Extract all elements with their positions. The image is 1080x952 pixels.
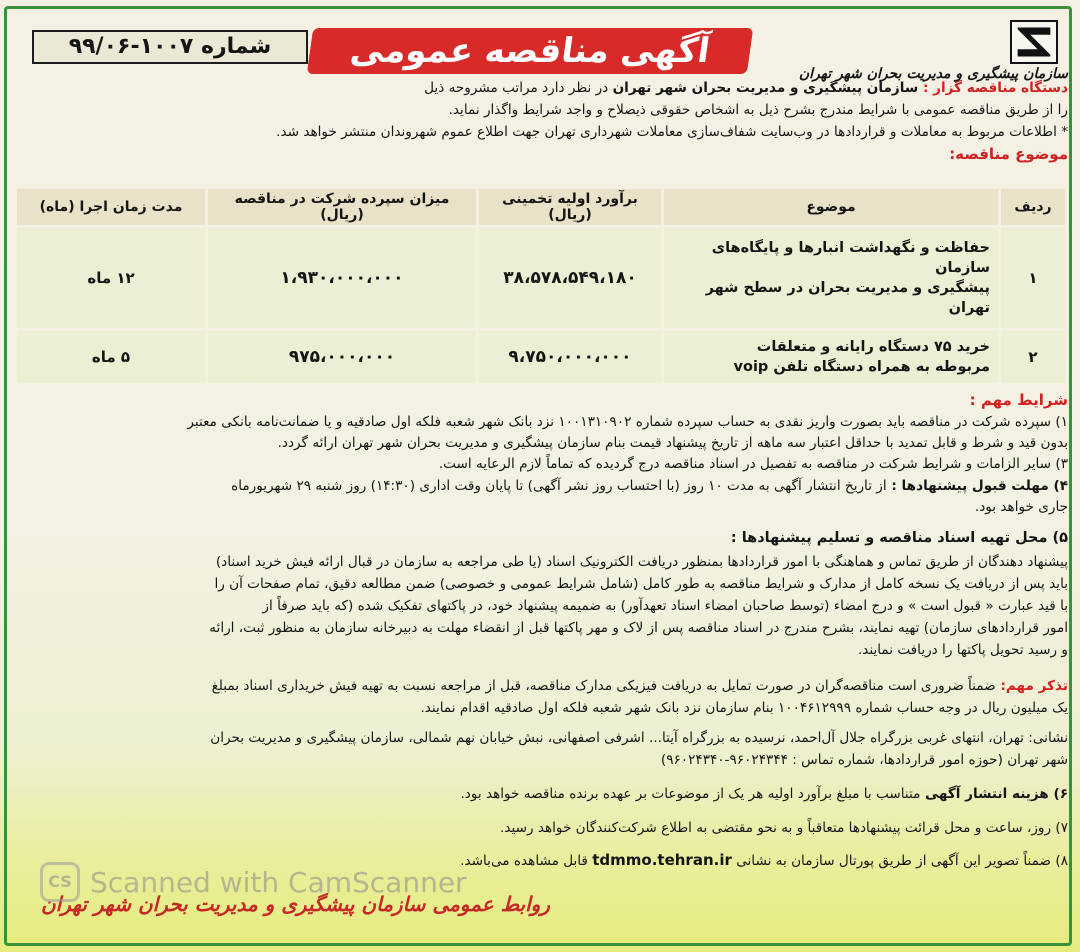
row-subject	[664, 331, 998, 383]
col-header-deposit: میزان سپرده شرکت در مناقصه (ریال)	[208, 189, 476, 225]
condition-6-label: ۶) هزینه انتشار آگهی	[920, 786, 1068, 802]
tender-organizer-label: دستگاه مناقصه گزار :	[918, 80, 1068, 96]
condition-1-line-2: بدون قید و شرط و قابل تمدید با حداقل اعتبار سه ماهه از تاریخ پیشنهاد قیمت بنام سازمان پیشگیری و مدیریت بحران شهر تهران ارائه گردد.	[277, 435, 1068, 451]
col-header-index: ردیف	[1001, 189, 1065, 225]
condition-5-line-3: با قید عبارت « قبول است » و درج امضاء (توسط صاحبان امضاء اسناد تعهدآور) به ضمیمه پیشنهاد خود، در پاکتهای تفکیک شده (که باید صرفاً از	[262, 598, 1068, 614]
row-subject	[664, 228, 998, 328]
row-deposit: ۹۷۵،۰۰۰،۰۰۰	[208, 331, 476, 383]
notice-number: شماره ۱۰۰۷-۹۹/۰۶	[32, 30, 308, 64]
subject-heading: موضوع مناقصه:	[949, 145, 1068, 163]
note-line-2: یک میلیون ریال در وجه حساب شماره ۱۰۰۴۶۱۲۹۹۹ بنام سازمان نزد بانک شهر شعبه فلکه اول صادقیه اقدام نمایند.	[420, 700, 1068, 716]
watermark-text: Scanned with CamScanner	[90, 865, 467, 899]
condition-5-heading: ۵) محل تهیه اسناد مناقصه و تسلیم پیشنهادها :	[730, 530, 1068, 546]
row-duration: ۱۲ ماه	[17, 228, 205, 328]
public-relations-signature: روابط عمومی سازمان پیشگیری و مدیریت بحران شهر تهران	[40, 892, 550, 916]
row-subject-line-2: مربوطه به همراه دستگاه تلفن voip	[733, 358, 990, 375]
row-subject-line-1: حفاظت و نگهداشت انبارها و پایگاه‌های سازمان	[711, 239, 990, 276]
condition-8-text-a: ۸) ضمناً تصویر این آگهی از طریق پورتال سازمان به نشانی	[731, 853, 1068, 869]
org-script-name: سازمان پیشگیری و مدیریت بحران شهر تهران	[798, 66, 1068, 82]
condition-7: ۷) روز، ساعت و محل قرائت پیشنهادها متعاقباً و به نحو مقتضی به اطلاع شرکت‌کنندگان خواهد رسید.	[500, 820, 1068, 836]
condition-8	[460, 850, 1068, 871]
row-estimate: ۳۸،۵۷۸،۵۴۹،۱۸۰	[479, 228, 661, 328]
tender-organizer-name: سازمان پیشگیری و مدیریت بحران شهر تهران	[612, 80, 919, 96]
notice-title: آگهی مناقصه عمومی	[307, 28, 753, 74]
row-index: ۱	[1001, 228, 1065, 328]
condition-4-line-1	[231, 476, 1068, 496]
conditions-heading: شرایط مهم :	[969, 391, 1068, 409]
condition-4-line-2: جاری خواهد بود.	[974, 499, 1068, 515]
address-line-2: شهر تهران (حوزه امور قراردادها، شماره تماس : ۹۶۰۲۴۳۴۴-۹۶۰۲۴۳۴۰)	[660, 752, 1068, 768]
tender-table	[14, 186, 1068, 386]
portal-link[interactable]: tdmmo.tehran.ir	[592, 851, 732, 869]
intro-line-1-rest: در نظر دارد مراتب مشروحه ذیل	[424, 80, 613, 96]
table-row	[17, 331, 1065, 383]
address-line-1: نشانی: تهران، انتهای غربی بزرگراه جلال آل‌احمد، نرسیده به بزرگراه آیتا... اشرفی اصفهانی، نبش خیابان نهم شمالی، سازمان پیشگیری و مدیریت بحران	[210, 730, 1068, 746]
row-estimate: ۹،۷۵۰،۰۰۰،۰۰۰	[479, 331, 661, 383]
notice-content	[12, 14, 1068, 944]
condition-5-line-1: پیشنهاد دهندگان از طریق تماس و هماهنگی با امور قراردادها بمنظور دریافت الکترونیک اسناد (یا طی مراجعه به سازمان در قبال ارائه فیش خرید اسناد)	[215, 554, 1068, 570]
col-header-subject: موضوع	[664, 189, 998, 225]
note-label: تذکر مهم:	[995, 678, 1068, 694]
row-subject-line-2: پیشگیری و مدیریت بحران در سطح شهر تهران	[705, 279, 990, 316]
condition-6	[460, 784, 1068, 804]
row-index: ۲	[1001, 331, 1065, 383]
condition-5-line-5: و رسید تحویل پاکتها را دریافت نمایند.	[857, 642, 1068, 658]
row-duration: ۵ ماه	[17, 331, 205, 383]
condition-6-text: متناسب با مبلغ برآورد اولیه هر یک از موضوعات بر عهده برنده مناقصه خواهد بود.	[460, 786, 921, 802]
condition-4-label: ۴) مهلت قبول پیشنهادها :	[886, 478, 1068, 494]
condition-8-text-b: قابل مشاهده می‌باشد.	[460, 853, 593, 869]
note-line-1	[212, 676, 1068, 696]
organization-logo-icon	[1010, 20, 1058, 64]
condition-5-line-4: امور قراردادهای سازمان) تهیه نمایند، بشرح مندرج در اسناد مناقصه پس از لاک و مهر پاکتها قبل از انقضاء مهلت به دبیرخانه سازمان به منظور ثبت، ارائه	[209, 620, 1068, 636]
row-deposit: ۱،۹۳۰،۰۰۰،۰۰۰	[208, 228, 476, 328]
table-row	[17, 228, 1065, 328]
condition-3: ۳) سایر الزامات و شرایط شرکت در مناقصه به تفصیل در اسناد مناقصه درج گردیده که تماماً لازم الرعایه است.	[438, 456, 1068, 472]
intro-line-3: * اطلاعات مربوط به معاملات و قراردادها در وب‌سایت شفاف‌سازی معاملات شهرداری تهران جهت اطلاع عموم شهروندان منتشر خواهد شد.	[276, 124, 1068, 140]
camscanner-logo-icon: CS	[40, 862, 80, 902]
intro-line-2: را از طریق مناقصه عمومی با شرایط مندرج بشرح ذیل به اشخاص حقوقی ذیصلاح و واجد شرایط واگذار نماید.	[448, 102, 1068, 118]
note-text: ضمناً ضروری است مناقصه‌گران در صورت تمایل به دریافت فیزیکی مدارک مناقصه، قبل از مراجعه نسبت به تهیه فیش خریداری اسناد بمبلغ	[211, 678, 996, 694]
condition-1-line-1: ۱) سپرده شرکت در مناقصه باید بصورت واریز نقدی به حساب سپرده شماره ۱۰۰۱۳۱۰۹۰۲ نزد بانک شهر شعبه فلکه اول صادقیه و یا ضمانت‌نامه بانکی معتبر	[187, 414, 1068, 430]
col-header-estimate: برآورد اولیه تخمینی (ریال)	[479, 189, 661, 225]
table-header-row	[17, 189, 1065, 225]
scanner-watermark	[40, 862, 467, 902]
condition-4-text: از تاریخ انتشار آگهی به مدت ۱۰ روز (با احتساب روز نشر آگهی) تا پایان وقت اداری (۱۴:۳۰) روز شنبه ۲۹ شهریورماه	[231, 478, 887, 494]
intro-line-1	[424, 78, 1068, 98]
row-subject-line-1: خرید ۷۵ دستگاه رایانه و متعلقات	[756, 338, 990, 355]
col-header-duration: مدت زمان اجرا (ماه)	[17, 189, 205, 225]
condition-5-line-2: باید پس از دریافت یک نسخه کامل از مدارک و شرایط مناقصه به طور کامل (شامل شرایط عمومی و خصوصی) ضمن مطالعه دقیق، تمام صفحات آن را	[214, 576, 1068, 592]
